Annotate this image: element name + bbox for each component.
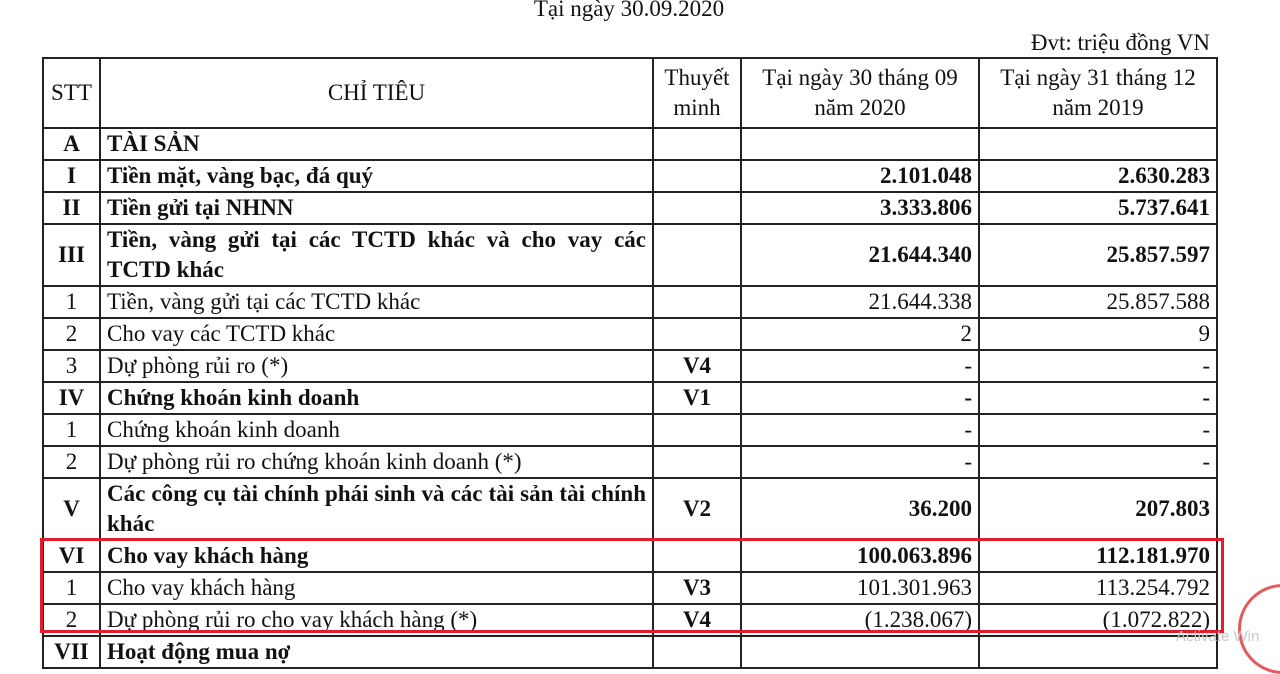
row-stt: A bbox=[43, 128, 100, 160]
table-row bbox=[43, 478, 1217, 540]
header-item: CHỈ TIÊU bbox=[100, 58, 653, 128]
row-name: Chứng khoán kinh doanh bbox=[100, 414, 653, 446]
row-stt: II bbox=[43, 192, 100, 224]
row-name: Chứng khoán kinh doanh bbox=[100, 382, 653, 414]
row-value-2019: - bbox=[979, 414, 1217, 446]
row-name: Cho vay khách hàng bbox=[100, 540, 653, 572]
balance-sheet-table bbox=[42, 57, 1218, 669]
row-value-2019: 5.737.641 bbox=[979, 192, 1217, 224]
row-stt: 1 bbox=[43, 572, 100, 604]
row-note: V4 bbox=[653, 604, 741, 636]
row-value-2019: 25.857.597 bbox=[979, 224, 1217, 286]
row-note: V3 bbox=[653, 572, 741, 604]
table-row bbox=[43, 572, 1217, 604]
row-value-2020: - bbox=[741, 414, 979, 446]
row-value-2020: 100.063.896 bbox=[741, 540, 979, 572]
row-value-2019: 25.857.588 bbox=[979, 286, 1217, 318]
row-name: Tiền, vàng gửi tại các TCTD khác và cho vay các TCTD khác bbox=[100, 224, 653, 286]
table-row bbox=[43, 160, 1217, 192]
row-value-2020: - bbox=[741, 350, 979, 382]
row-name: Các công cụ tài chính phái sinh và các tài sản tài chính khác bbox=[100, 478, 653, 540]
row-stt: 2 bbox=[43, 318, 100, 350]
table-row bbox=[43, 382, 1217, 414]
row-note bbox=[653, 286, 741, 318]
row-value-2020: 2.101.048 bbox=[741, 160, 979, 192]
row-stt: IV bbox=[43, 382, 100, 414]
row-value-2019: 112.181.970 bbox=[979, 540, 1217, 572]
row-value-2019: 2.630.283 bbox=[979, 160, 1217, 192]
row-note bbox=[653, 224, 741, 286]
row-name: Cho vay khách hàng bbox=[100, 572, 653, 604]
table-row bbox=[43, 350, 1217, 382]
row-value-2020: 21.644.340 bbox=[741, 224, 979, 286]
row-note: V1 bbox=[653, 382, 741, 414]
row-value-2019: (1.072.822) bbox=[979, 604, 1217, 636]
unit-label: Đvt: triệu đồng VN bbox=[1030, 30, 1210, 55]
row-value-2020: 2 bbox=[741, 318, 979, 350]
row-value-2020 bbox=[741, 128, 979, 160]
row-value-2020: (1.238.067) bbox=[741, 604, 979, 636]
row-note bbox=[653, 128, 741, 160]
row-value-2020: 101.301.963 bbox=[741, 572, 979, 604]
row-stt: 1 bbox=[43, 286, 100, 318]
table-row bbox=[43, 414, 1217, 446]
row-stt: 1 bbox=[43, 414, 100, 446]
table-row bbox=[43, 224, 1217, 286]
row-note: V4 bbox=[653, 350, 741, 382]
table-row bbox=[43, 318, 1217, 350]
row-value-2020: 36.200 bbox=[741, 478, 979, 540]
row-name: Dự phòng rủi ro chứng khoán kinh doanh (*) bbox=[100, 446, 653, 478]
row-value-2020: - bbox=[741, 382, 979, 414]
document-heading: Tại ngày 30.09.2020 bbox=[533, 0, 725, 21]
row-note bbox=[653, 414, 741, 446]
row-note bbox=[653, 192, 741, 224]
row-name: Cho vay các TCTD khác bbox=[100, 318, 653, 350]
row-note bbox=[653, 160, 741, 192]
row-value-2020: - bbox=[741, 446, 979, 478]
row-note bbox=[653, 446, 741, 478]
table-row bbox=[43, 192, 1217, 224]
row-name: TÀI SẢN bbox=[100, 128, 653, 160]
row-note bbox=[653, 318, 741, 350]
row-stt: 3 bbox=[43, 350, 100, 382]
header-col-2020: Tại ngày 30 tháng 09 năm 2020 bbox=[741, 58, 979, 128]
row-note: V2 bbox=[653, 478, 741, 540]
row-note bbox=[653, 636, 741, 668]
row-name: Dự phòng rủi ro cho vay khách hàng (*) bbox=[100, 604, 653, 636]
row-stt: 2 bbox=[43, 604, 100, 636]
row-note bbox=[653, 540, 741, 572]
row-name: Tiền gửi tại NHNN bbox=[100, 192, 653, 224]
row-value-2019: 207.803 bbox=[979, 478, 1217, 540]
row-stt: VII bbox=[43, 636, 100, 668]
row-stt: V bbox=[43, 478, 100, 540]
table-row bbox=[43, 128, 1217, 160]
row-stt: III bbox=[43, 224, 100, 286]
header-stt: STT bbox=[43, 58, 100, 128]
table-row bbox=[43, 286, 1217, 318]
row-name: Tiền mặt, vàng bạc, đá quý bbox=[100, 160, 653, 192]
row-stt: VI bbox=[43, 540, 100, 572]
row-value-2019: - bbox=[979, 382, 1217, 414]
row-name: Dự phòng rủi ro (*) bbox=[100, 350, 653, 382]
row-value-2019: 113.254.792 bbox=[979, 572, 1217, 604]
table-row bbox=[43, 636, 1217, 668]
row-name: Tiền, vàng gửi tại các TCTD khác bbox=[100, 286, 653, 318]
header-note: Thuyết minh bbox=[653, 58, 741, 128]
row-value-2020 bbox=[741, 636, 979, 668]
table-row bbox=[43, 604, 1217, 636]
row-value-2020: 3.333.806 bbox=[741, 192, 979, 224]
row-value-2020: 21.644.338 bbox=[741, 286, 979, 318]
row-value-2019: - bbox=[979, 446, 1217, 478]
row-value-2019 bbox=[979, 128, 1217, 160]
table-row bbox=[43, 540, 1217, 572]
row-stt: I bbox=[43, 160, 100, 192]
row-value-2019: - bbox=[979, 350, 1217, 382]
table-row bbox=[43, 446, 1217, 478]
activation-watermark: Activate Win bbox=[1176, 628, 1260, 645]
row-value-2019: 9 bbox=[979, 318, 1217, 350]
header-col-2019: Tại ngày 31 tháng 12 năm 2019 bbox=[979, 58, 1217, 128]
row-stt: 2 bbox=[43, 446, 100, 478]
table-header-row bbox=[43, 58, 1217, 128]
row-name: Hoạt động mua nợ bbox=[100, 636, 653, 668]
